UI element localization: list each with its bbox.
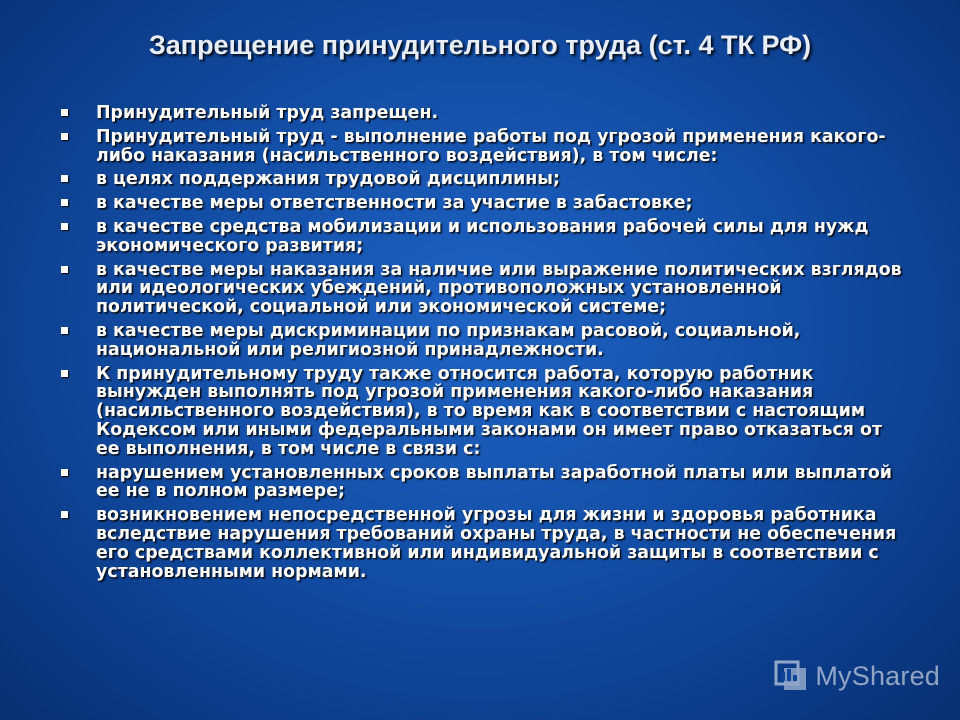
square-bullet-icon	[61, 327, 68, 334]
square-bullet-icon	[61, 370, 68, 377]
bullet-item-2	[58, 128, 910, 166]
square-bullet-icon	[61, 511, 68, 518]
myshared-watermark[interactable]	[773, 658, 940, 694]
square-bullet-icon	[61, 133, 68, 140]
square-bullet-icon	[61, 469, 68, 476]
square-bullet-icon	[61, 175, 68, 182]
square-bullet-icon	[61, 109, 68, 116]
bullet-item-7	[58, 322, 910, 360]
bullet-list	[58, 104, 910, 586]
watermark-text: MyShared	[815, 660, 940, 691]
bullet-text: К принудительному труду также относится работа, которую работник вынужден выполнять под угрозой применения какого-либо наказания (насильственного воздействия), в то время как в соответствии с настоящим Кодексом или иными федеральными законами он имеет право отказаться от ее выполнения, в том числе в связи с:	[96, 363, 883, 459]
bullet-item-4	[58, 194, 910, 213]
bullet-text: в качестве меры наказания за наличие или выражение политических взглядов или идеологических убеждений, противоположных установленной политической, социальной или экономической системе;	[96, 259, 902, 318]
bullet-text: в качестве меры дискриминации по признакам расовой, социальной, национальной или религиозной принадлежности.	[96, 320, 801, 360]
slide-title: Запрещение принудительного труда (ст. 4 ТК РФ)	[148, 30, 812, 60]
bullet-item-9	[58, 464, 910, 502]
bullet-text: в целях поддержания трудовой дисциплины;	[96, 169, 560, 190]
square-bullet-icon	[61, 266, 68, 273]
bullet-text: Принудительный труд - выполнение работы под угрозой применения какого-либо наказания (насильственного воздействия), в том числе:	[96, 126, 886, 166]
bullet-item-1	[58, 104, 910, 123]
myshared-logo-icon	[773, 658, 809, 694]
bullet-item-8	[58, 365, 910, 459]
bullet-text: нарушением установленных сроков выплаты заработной платы или выплатой ее не в полном размере;	[96, 462, 892, 502]
square-bullet-icon	[61, 199, 68, 206]
bullet-text: возникновением непосредственной угрозы для жизни и здоровья работника вследствие нарушения требований охраны труда, в частности не обеспечения его средствами коллективной или индивидуальной защиты в соответствии с установленными нормами.	[96, 505, 897, 582]
bullet-item-6	[58, 261, 910, 317]
bullet-text: Принудительный труд запрещен.	[96, 103, 439, 123]
bullet-item-3	[58, 170, 910, 189]
bullet-text: в качестве меры ответственности за участие в забастовке;	[96, 193, 693, 214]
bullet-item-10	[58, 506, 910, 581]
bullet-text: в качестве средства мобилизации и использования рабочей силы для нужд экономического развития;	[96, 216, 869, 256]
bullet-item-5	[58, 218, 910, 256]
square-bullet-icon	[61, 223, 68, 230]
